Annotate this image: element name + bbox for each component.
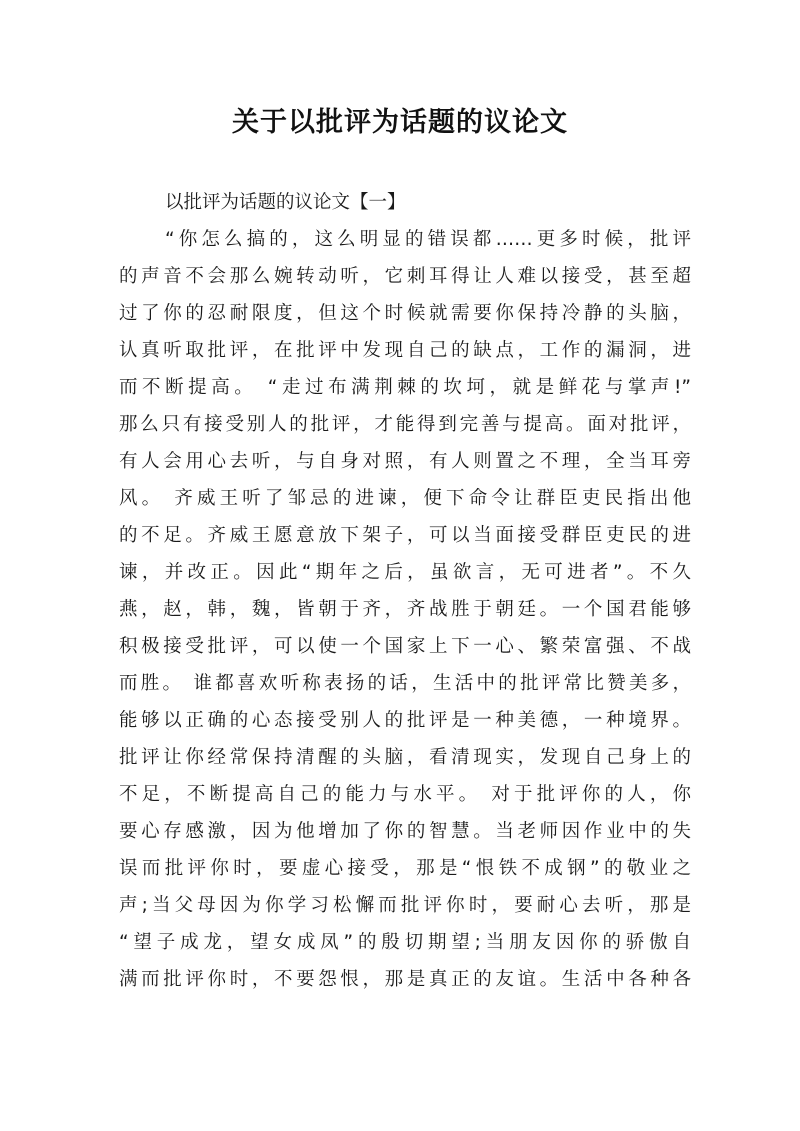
paragraph-line: 要心存感激，因为他增加了你的智慧。当老师因作业中的失 [119,821,691,842]
paragraph-line: 燕，赵，韩，魏，皆朝于齐，齐战胜于朝廷。一个国君能够 [119,599,691,620]
paragraph-line: 那么只有接受别人的批评，才能得到完善与提高。面对批评， [119,414,691,435]
paragraph-line: 的声音不会那么婉转动听，它刺耳得让人难以接受，甚至超 [119,266,691,287]
paragraph-line: 而不断提高。 “走过布满荆棘的坎坷，就是鲜花与掌声!” [119,377,691,398]
document-title: 关于以批评为话题的议论文 [232,107,568,138]
paragraph-line: 有人会用心去听，与自身对照，有人则置之不理，全当耳旁 [119,451,691,472]
paragraph-line: 满而批评你时，不要怨恨，那是真正的友谊。生活中各种各 [119,969,691,990]
paragraph-line: 能够以正确的心态接受别人的批评是一种美德，一种境界。 [119,710,691,731]
paragraph-line: 积极接受批评，可以使一个国家上下一心、繁荣富强、不战 [119,636,691,657]
paragraph-line: 误而批评你时，要虚心接受，那是“恨铁不成钢”的敬业之 [119,858,691,879]
paragraph-line: 不足，不断提高自己的能力与水平。 对于批评你的人，你 [119,784,691,805]
paragraph-line: 过了你的忍耐限度，但这个时候就需要你保持冷静的头脑， [119,303,691,324]
paragraph-line: “你怎么搞的，这么明显的错误都……更多时候，批评 [165,229,691,250]
section-heading: 以批评为话题的议论文【一】 [165,192,406,213]
paragraph-line: “望子成龙，望女成凤”的殷切期望;当朋友因你的骄傲自 [119,932,691,953]
document-body [119,184,691,998]
paragraph-line: 而胜。 谁都喜欢听称表扬的话，生活中的批评常比赞美多， [119,673,691,694]
paragraph-line: 谏，并改正。因此“期年之后，虽欲言，无可进者”。不久 [119,562,691,583]
paragraph-line: 批评让你经常保持清醒的头脑，看清现实，发现自己身上的 [119,747,691,768]
paragraph-line: 风。 齐威王听了邹忌的进谏，便下命令让群臣吏民指出他 [119,488,691,509]
paragraph-line: 认真听取批评，在批评中发现自己的缺点，工作的漏洞，进 [119,340,691,361]
paragraph-line: 的不足。齐威王愿意放下架子，可以当面接受群臣吏民的进 [119,525,691,546]
paragraph-line: 声;当父母因为你学习松懈而批评你时，要耐心去听，那是 [119,895,691,916]
